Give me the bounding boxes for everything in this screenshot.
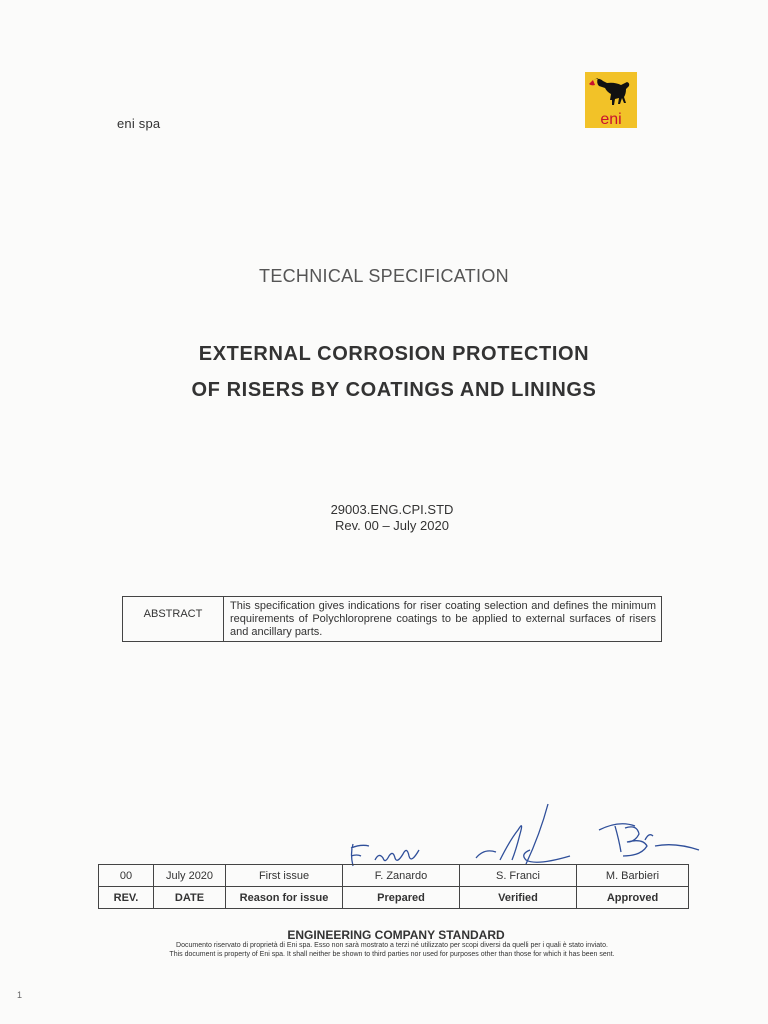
- header-reason: Reason for issue: [226, 887, 343, 909]
- header-prepared: Prepared: [343, 887, 460, 909]
- footer-notice-italian: Documento riservato di proprietà di Eni spa. Esso non sarà mostrato a terzi né utilizzato per scopi diversi da quelli per i quali è stato inviato.: [176, 942, 608, 949]
- document-type: TECHNICAL SPECIFICATION: [259, 266, 509, 286]
- footer-title: ENGINEERING COMPANY STANDARD: [287, 928, 505, 942]
- rev-reason: First issue: [226, 865, 343, 887]
- abstract-box: [122, 596, 662, 642]
- logo-text: eni: [600, 111, 622, 128]
- abstract-text: This specification gives indications for riser coating selection and defines the minimum requirements of Polychloroprene coatings to be applied to external surfaces of risers and ancillary parts.: [230, 600, 656, 638]
- rev-verified: S. Franci: [460, 865, 577, 887]
- abstract-label: ABSTRACT: [123, 597, 224, 641]
- rev-approved: M. Barbieri: [577, 865, 689, 887]
- footer-notice-english: This document is property of Eni spa. It shall neither be shown to third parties nor used for purposes other than those for which it has been sent.: [169, 951, 615, 958]
- rev-prepared: F. Zanardo: [343, 865, 460, 887]
- revision-header-row: [99, 887, 689, 909]
- document-title-line-2: OF RISERS BY COATINGS AND LININGS: [191, 379, 597, 401]
- document-code: 29003.ENG.CPI.STD: [330, 502, 454, 517]
- rev-date: July 2020: [154, 865, 226, 887]
- revision-table: [98, 864, 689, 909]
- page-number: 1: [17, 990, 23, 1000]
- document-title-line-1: EXTERNAL CORROSION PROTECTION: [198, 343, 590, 365]
- signature-verified: [470, 800, 580, 870]
- rev-number: 00: [99, 865, 154, 887]
- six-legged-dog-icon: [585, 72, 637, 128]
- header-rev: REV.: [99, 887, 154, 909]
- header-approved: Approved: [577, 887, 689, 909]
- header-verified: Verified: [460, 887, 577, 909]
- header-date: DATE: [154, 887, 226, 909]
- signature-approved: [595, 816, 705, 862]
- eni-logo: [585, 72, 637, 128]
- document-revision: Rev. 00 – July 2020: [335, 518, 449, 533]
- company-name: eni spa: [117, 116, 161, 131]
- revision-row: [99, 865, 689, 887]
